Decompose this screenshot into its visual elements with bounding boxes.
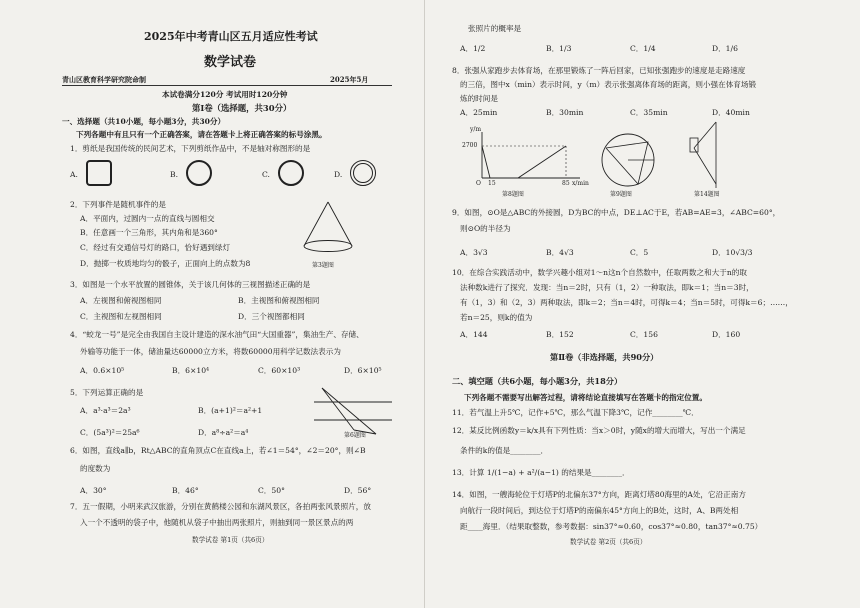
question-12-line2: 条件的k的值是________． [460,446,549,455]
q3-option-b: B．主视图和俯视图相同 [238,296,320,305]
papercut-c-icon [278,160,304,186]
parallel-lines-figure [314,386,394,438]
q7-option-a: A．1/2 [460,44,486,53]
part2-instructions: 下列各题不需要写出解答过程，请将结论直接填写在答题卡的指定位置。 [464,393,707,402]
section1-title: 第Ⅰ卷（选择题，共30分） [192,103,292,113]
issuer: 青山区教育科学研究院命制 [62,75,146,84]
q1-option-d: D. [334,170,343,179]
q3-option-c: C．主视图和左视图相同 [80,312,162,321]
question-14-line3: 距____海里．（结果取整数，参考数据：sin37°≈0.60，cos37°≈0.80，tan37°≈0.75） [460,522,763,531]
question-1: 1．剪纸是我国传统的民间艺术，下列剪纸作品中，不是轴对称图形的是 [70,144,311,153]
q6-option-b: B．46° [172,486,199,495]
question-2: 2．下列事件是随机事件的是 [70,200,166,209]
q6-option-d: D．56° [344,486,372,495]
figure-14-lighthouse [682,118,746,190]
exam-title: 2025年中考青山区五月适应性考试 [144,30,318,43]
q10-option-b: B．152 [546,330,574,339]
q10-option-d: D．160 [712,330,741,339]
figure-9-caption: 第9题图 [610,191,632,198]
q8-option-b: B．30min [546,108,584,117]
page-fold-divider [424,0,425,608]
q2-option-a: A．平面内，过圆内一点的直线与圆相交 [80,214,215,223]
q1-option-b: B. [170,170,178,179]
question-6-line1: 6．如图，直线a∥b，Rt△ABC的直角顶点C在直线a上，若∠1＝54°，∠2＝20°，则∠B [70,446,366,455]
question-7-line3: 张照片的概率是 [468,24,522,33]
question-4-line2: 外输等功能于一体，储油量达60000立方米，将数60000用科学记数法表示为 [80,347,341,356]
q9-option-c: C．5 [630,248,649,257]
fig8-y-tick: 2700 [462,142,478,149]
figure-3-caption: 第3题图 [312,262,334,269]
question-14-line1: 14．如图，一艘海轮位于灯塔P的北偏东37°方向，距离灯塔80海里的A处，它沿正南方 [452,490,746,499]
q4-option-b: B．6×10⁴ [172,366,210,375]
figure-8-graph [468,128,588,190]
papercut-a-icon [86,160,112,186]
fig8-origin: O [476,180,481,187]
left-footer: 数学试卷 第1页（共6页） [192,536,269,544]
q9-option-a: A．3√3 [460,248,488,257]
q8-option-d: D．40min [712,108,750,117]
q5-option-c: C．(5a³)²＝25a⁶ [80,428,140,437]
q6-option-a: A．30° [80,486,107,495]
question-10-line2: 法种数k进行了探究．发现：当n＝2时，只有（1，2）一种取法，即k＝1；当n＝3时， [460,283,754,292]
header-rule [62,85,392,86]
question-5: 5．下列运算正确的是 [70,388,144,397]
fig8-x-tick-1: 15 [488,180,496,187]
question-10-line1: 10．在综合实践活动中，数学兴趣小组对1～n这n个自然数中，任取两数之和大于n的取 [452,268,747,277]
figure-14-caption: 第14题图 [694,191,720,198]
q4-option-d: D．6×10⁵ [344,366,382,375]
question-3: 3．如图是一个水平放置的圆锥体，关于该几何体的三视图描述正确的是 [70,280,311,289]
q5-option-d: D．a⁸÷a²＝a⁴ [198,428,249,437]
question-4-line1: 4．“蛟龙一号”是完全由我国自主设计建造的深水油气田“大国重器”，集油生产、存储、 [70,330,364,339]
papercut-b-icon [186,160,212,186]
question-7-line2: 入一个不透明的袋子中，他随机从袋子中抽出两张照片，则抽到同一景区景点的两 [80,518,354,527]
right-page [450,0,793,608]
right-footer: 数学试卷 第2页（共6页） [570,538,647,546]
fig8-y-unit: y/m [470,126,482,133]
exam-date: 2025年5月 [330,75,369,84]
q7-option-b: B．1/3 [546,44,572,53]
section2-title: 第Ⅱ卷（非选择题，共90分） [550,352,659,362]
q7-option-c: C．1/4 [630,44,656,53]
q7-option-d: D．1/6 [712,44,738,53]
q10-option-a: A．144 [460,330,488,339]
question-8-line3: 炼的时间是 [460,94,498,103]
question-6-line2: 的度数为 [80,464,111,473]
q1-option-a: A. [70,170,78,179]
papercut-d-icon [350,160,376,186]
question-8-line1: 8．张强从家跑步去体育场，在那里锻炼了一阵后回家，已知张强跑步的速度是走路速度 [452,66,746,75]
q8-option-c: C．35min [630,108,668,117]
question-9-line2: 则⊙O的半径为 [460,224,511,233]
q4-option-c: C．60×10³ [258,366,301,375]
q5-option-a: A．a³·a³＝2a³ [80,406,131,415]
part1-instructions: 下列各题中有且只有一个正确答案，请在答题卡上将正确答案的标号涂黑。 [76,130,327,139]
question-8-line2: 的三倍，图中x（min）表示时间，y（m）表示张强离体育场的距离，则小强在体育场锻 [460,80,757,89]
q4-option-a: A．0.6×10⁵ [80,366,125,375]
q5-option-b: B．(a+1)²＝a²+1 [198,406,263,415]
figure-6-caption: 第6题图 [344,432,366,439]
q9-option-d: D．10√3/3 [712,248,753,257]
question-14-line2: 向航行一段时间后，到达位于灯塔P的南偏东45°方向上的B处，这时，A、B两处相 [460,506,739,515]
subject-title: 数学试卷 [204,55,257,70]
exam-info: 本试卷满分120分 考试用时120分钟 [162,90,288,99]
q2-option-c: C．经过有交通信号灯的路口，恰好遇到绿灯 [80,243,231,252]
cone-figure [298,200,358,260]
q2-option-b: B．任意画一个三角形，其内角和是360° [80,228,218,237]
question-13: 13．计算 1/(1−a) + a²/(a−1) 的结果是________． [452,468,630,477]
q10-option-c: C．156 [630,330,658,339]
question-12-line1: 12．某反比例函数y＝k/x具有下列性质：当x＞0时，y随x的增大而增大，写出一个满足 [452,426,746,435]
fig8-x-tick-2: 85 [562,180,570,187]
figure-8-caption: 第8题图 [502,191,524,198]
fig8-x-unit: x/min [572,180,589,187]
left-page [62,0,402,608]
figure-9-circle [598,130,662,190]
part2-title: 二、填空题（共6小题，每小题3分，共18分） [452,376,623,386]
q1-option-c: C. [262,170,270,179]
q9-option-b: B．4√3 [546,248,574,257]
q6-option-c: C．50° [258,486,285,495]
question-7-line1: 7．五一假期，小明来武汉旅游，分别在黄鹤楼公园和东湖风景区，各拍两张风景照片，放 [70,502,371,511]
question-10-line4: 若n＝25，则k的值为 [460,313,533,322]
q2-option-d: D．抛掷一枚质地均匀的骰子，正面向上的点数为8 [80,259,251,268]
question-11: 11．若气温上升5℃，记作+5℃，那么气温下降3℃，记作________℃． [452,408,699,417]
q8-option-a: A．25min [460,108,498,117]
question-9-line1: 9．如图，⊙O是△ABC的外接圆，D为BC的中点，DE⊥AC于E，若AB=AE=3，∠ABC=60°， [452,208,781,217]
q3-option-d: D．三个视图都相同 [238,312,305,321]
question-10-line3: 有（1，3）和（2，3）两种取法，即k＝2；当n＝4时，可得k＝4；当n＝5时，可得k＝6；……， [460,298,793,307]
q3-option-a: A．左视图和俯视图相同 [80,296,162,305]
part1-title: 一、选择题（共10小题，每小题3分，共30分） [62,117,226,126]
